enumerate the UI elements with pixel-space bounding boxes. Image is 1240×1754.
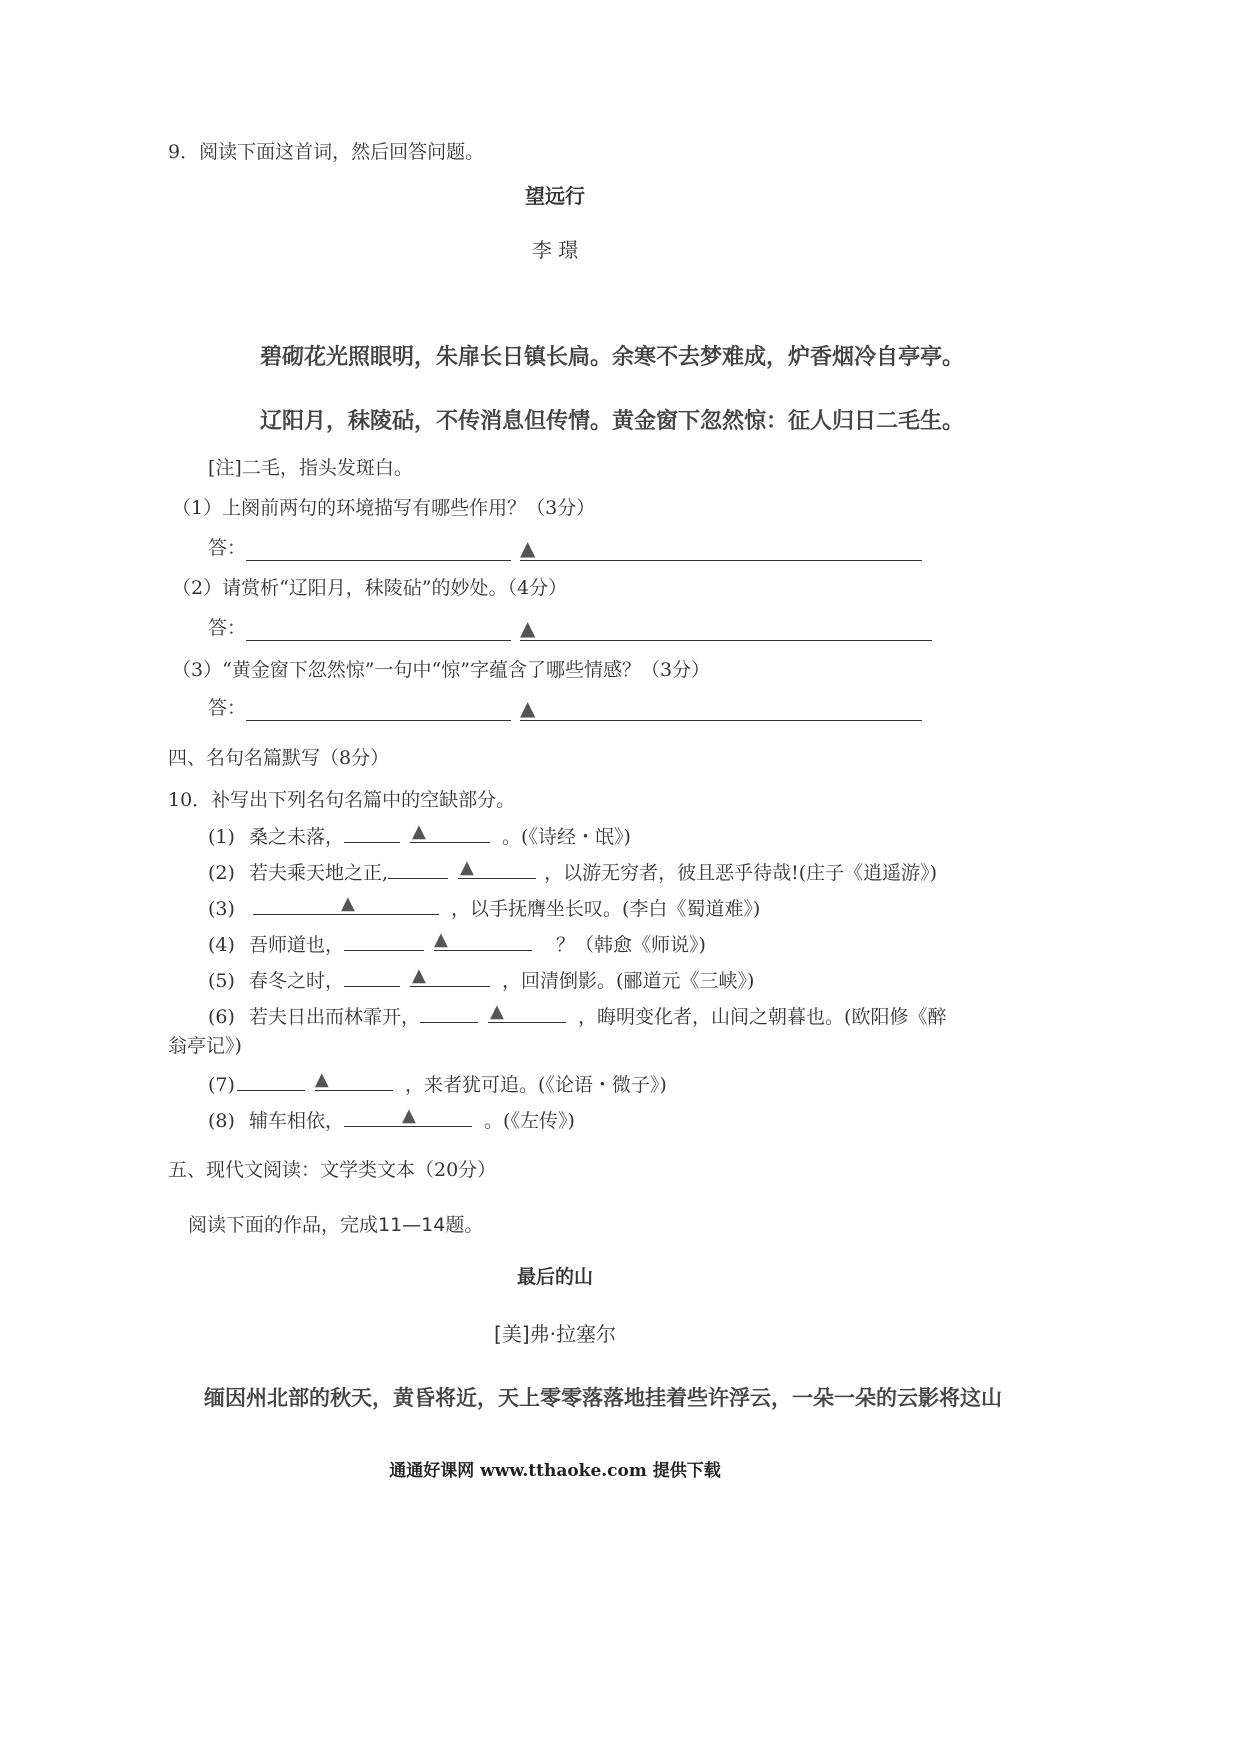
q9-intro: 9．阅读下面这首词，然后回答问题。 (168, 141, 485, 163)
triangle-icon: ▲ (520, 696, 536, 720)
fill-blank[interactable] (434, 930, 532, 951)
triangle-icon: ▲ (411, 965, 426, 986)
item-text-before: 春冬之时， (248, 970, 344, 992)
fill-blank[interactable] (458, 858, 536, 879)
article-author: [美]弗·拉塞尔 (494, 1322, 616, 1346)
fill-blank[interactable] (410, 822, 490, 843)
fill-blank[interactable] (253, 894, 439, 915)
answer-blank-2b[interactable] (520, 616, 932, 641)
triangle-icon: ▲ (314, 1069, 329, 1090)
item-text-after: ？（韩愈《师说》) (556, 934, 706, 956)
section5-heading: 五、现代文阅读：文学类文本（20分） (168, 1159, 497, 1181)
answer-blank-2a[interactable] (246, 616, 511, 641)
item-number: (8) (208, 1110, 235, 1132)
item-text-after: ，以游无穷者，彼且恶乎待哉!(庄子《逍遥游》) (544, 862, 938, 884)
fill-blank[interactable] (488, 1002, 566, 1023)
answer-label: 答： (208, 537, 247, 559)
answer-row-2 (208, 616, 948, 642)
item-number: (2) (208, 862, 235, 884)
fill-blank[interactable] (388, 858, 448, 879)
fill-item-8 (208, 1106, 575, 1133)
triangle-icon: ▲ (460, 857, 474, 878)
item-number: (3) (208, 898, 235, 920)
item-number: (7) (208, 1074, 235, 1096)
answer-label: 答： (208, 697, 247, 719)
item-number: (4) (208, 934, 235, 956)
answer-label: 答： (208, 617, 247, 639)
fill-item-7 (208, 1070, 667, 1097)
fill-blank[interactable] (344, 822, 400, 843)
item-text-before: 若夫日出而林霏开， (248, 1006, 420, 1028)
answer-row-1 (208, 536, 948, 562)
fill-blank[interactable] (420, 1002, 478, 1023)
fill-item-5 (208, 966, 754, 993)
fill-item-6-continued: 翁亭记》) (168, 1035, 242, 1057)
fill-blank[interactable] (344, 966, 400, 987)
answer-blank-3a[interactable] (246, 696, 511, 721)
poem-line-2: 辽阳月，秣陵砧，不传消息但传情。黄金窗下忽然惊：征人归日二毛生。 (260, 409, 965, 434)
triangle-icon: ▲ (433, 929, 448, 950)
item-number: (5) (208, 970, 235, 992)
page-footer: 通通好课网 www.tthaoke.com 提供下载 (389, 1461, 721, 1481)
article-paragraph: 缅因州北部的秋天，黄昏将近，天上零零落落地挂着些许浮云，一朵一朵的云影将这山 (204, 1386, 1002, 1410)
triangle-icon: ▲ (520, 536, 536, 560)
poem-line-1: 碧砌花光照眼明，朱扉长日镇长扃。余寒不去梦难成，炉香烟冷自亭亭。 (260, 345, 965, 370)
item-text-before: 吾师道也， (248, 934, 344, 956)
item-text-before: 若夫乘天地之正, (248, 862, 389, 884)
fill-blank[interactable] (315, 1070, 393, 1091)
triangle-icon: ▲ (411, 821, 426, 842)
q9-sub2: （2）请赏析“辽阳月，秣陵砧”的妙处。（4分） (172, 577, 568, 599)
item-number: (1) (208, 826, 235, 848)
q10-intro: 10．补写出下列名句名篇中的空缺部分。 (168, 789, 516, 811)
fill-blank[interactable] (410, 966, 490, 987)
triangle-icon: ▲ (401, 1105, 416, 1126)
answer-blank-3b[interactable] (520, 696, 922, 721)
fill-item-2 (208, 858, 937, 885)
triangle-icon: ▲ (520, 616, 536, 640)
item-text-after: ，晦明变化者，山间之朝暮也。(欧阳修《醉 (578, 1006, 947, 1028)
q9-sub1: （1）上阕前两句的环境描写有哪些作用？（3分） (172, 497, 596, 519)
fill-item-1 (208, 822, 631, 849)
answer-blank-1b[interactable] (520, 536, 922, 561)
triangle-icon: ▲ (340, 893, 355, 914)
triangle-icon: ▲ (489, 1001, 504, 1022)
poem-note: [注]二毛，指头发斑白。 (208, 457, 413, 479)
section5-instruction: 阅读下面的作品，完成11—14题。 (188, 1214, 484, 1236)
item-text-after: 。(《诗经・氓》) (502, 826, 631, 848)
item-text-after: ，回清倒影。(郦道元《三峡》) (502, 970, 755, 992)
fill-blank[interactable] (237, 1070, 305, 1091)
answer-row-3 (208, 696, 948, 722)
item-number: (6) (208, 1006, 235, 1028)
item-text-before: 桑之未落， (248, 826, 344, 848)
fill-item-4 (208, 930, 706, 957)
item-text-after: ，以手抚膺坐长叹。(李白《蜀道难》) (451, 898, 761, 920)
item-text-before: 辅车相依， (248, 1110, 344, 1132)
fill-blank[interactable] (344, 930, 424, 951)
section4-heading: 四、名句名篇默写（8分） (168, 747, 390, 769)
fill-item-6 (208, 1002, 946, 1029)
article-title: 最后的山 (516, 1266, 593, 1288)
fill-item-3 (208, 894, 760, 921)
item-text-after: 。(《左传》) (484, 1110, 575, 1132)
answer-blank-1a[interactable] (246, 536, 511, 561)
item-text-after: ，来者犹可追。(《论语・微子》) (404, 1074, 667, 1096)
poem-title: 望远行 (525, 184, 585, 208)
fill-blank[interactable] (344, 1106, 472, 1127)
q9-sub3: （3）“黄金窗下忽然惊”一句中“惊”字蕴含了哪些情感？（3分） (172, 659, 711, 681)
poem-author: 李 璟 (531, 238, 579, 262)
